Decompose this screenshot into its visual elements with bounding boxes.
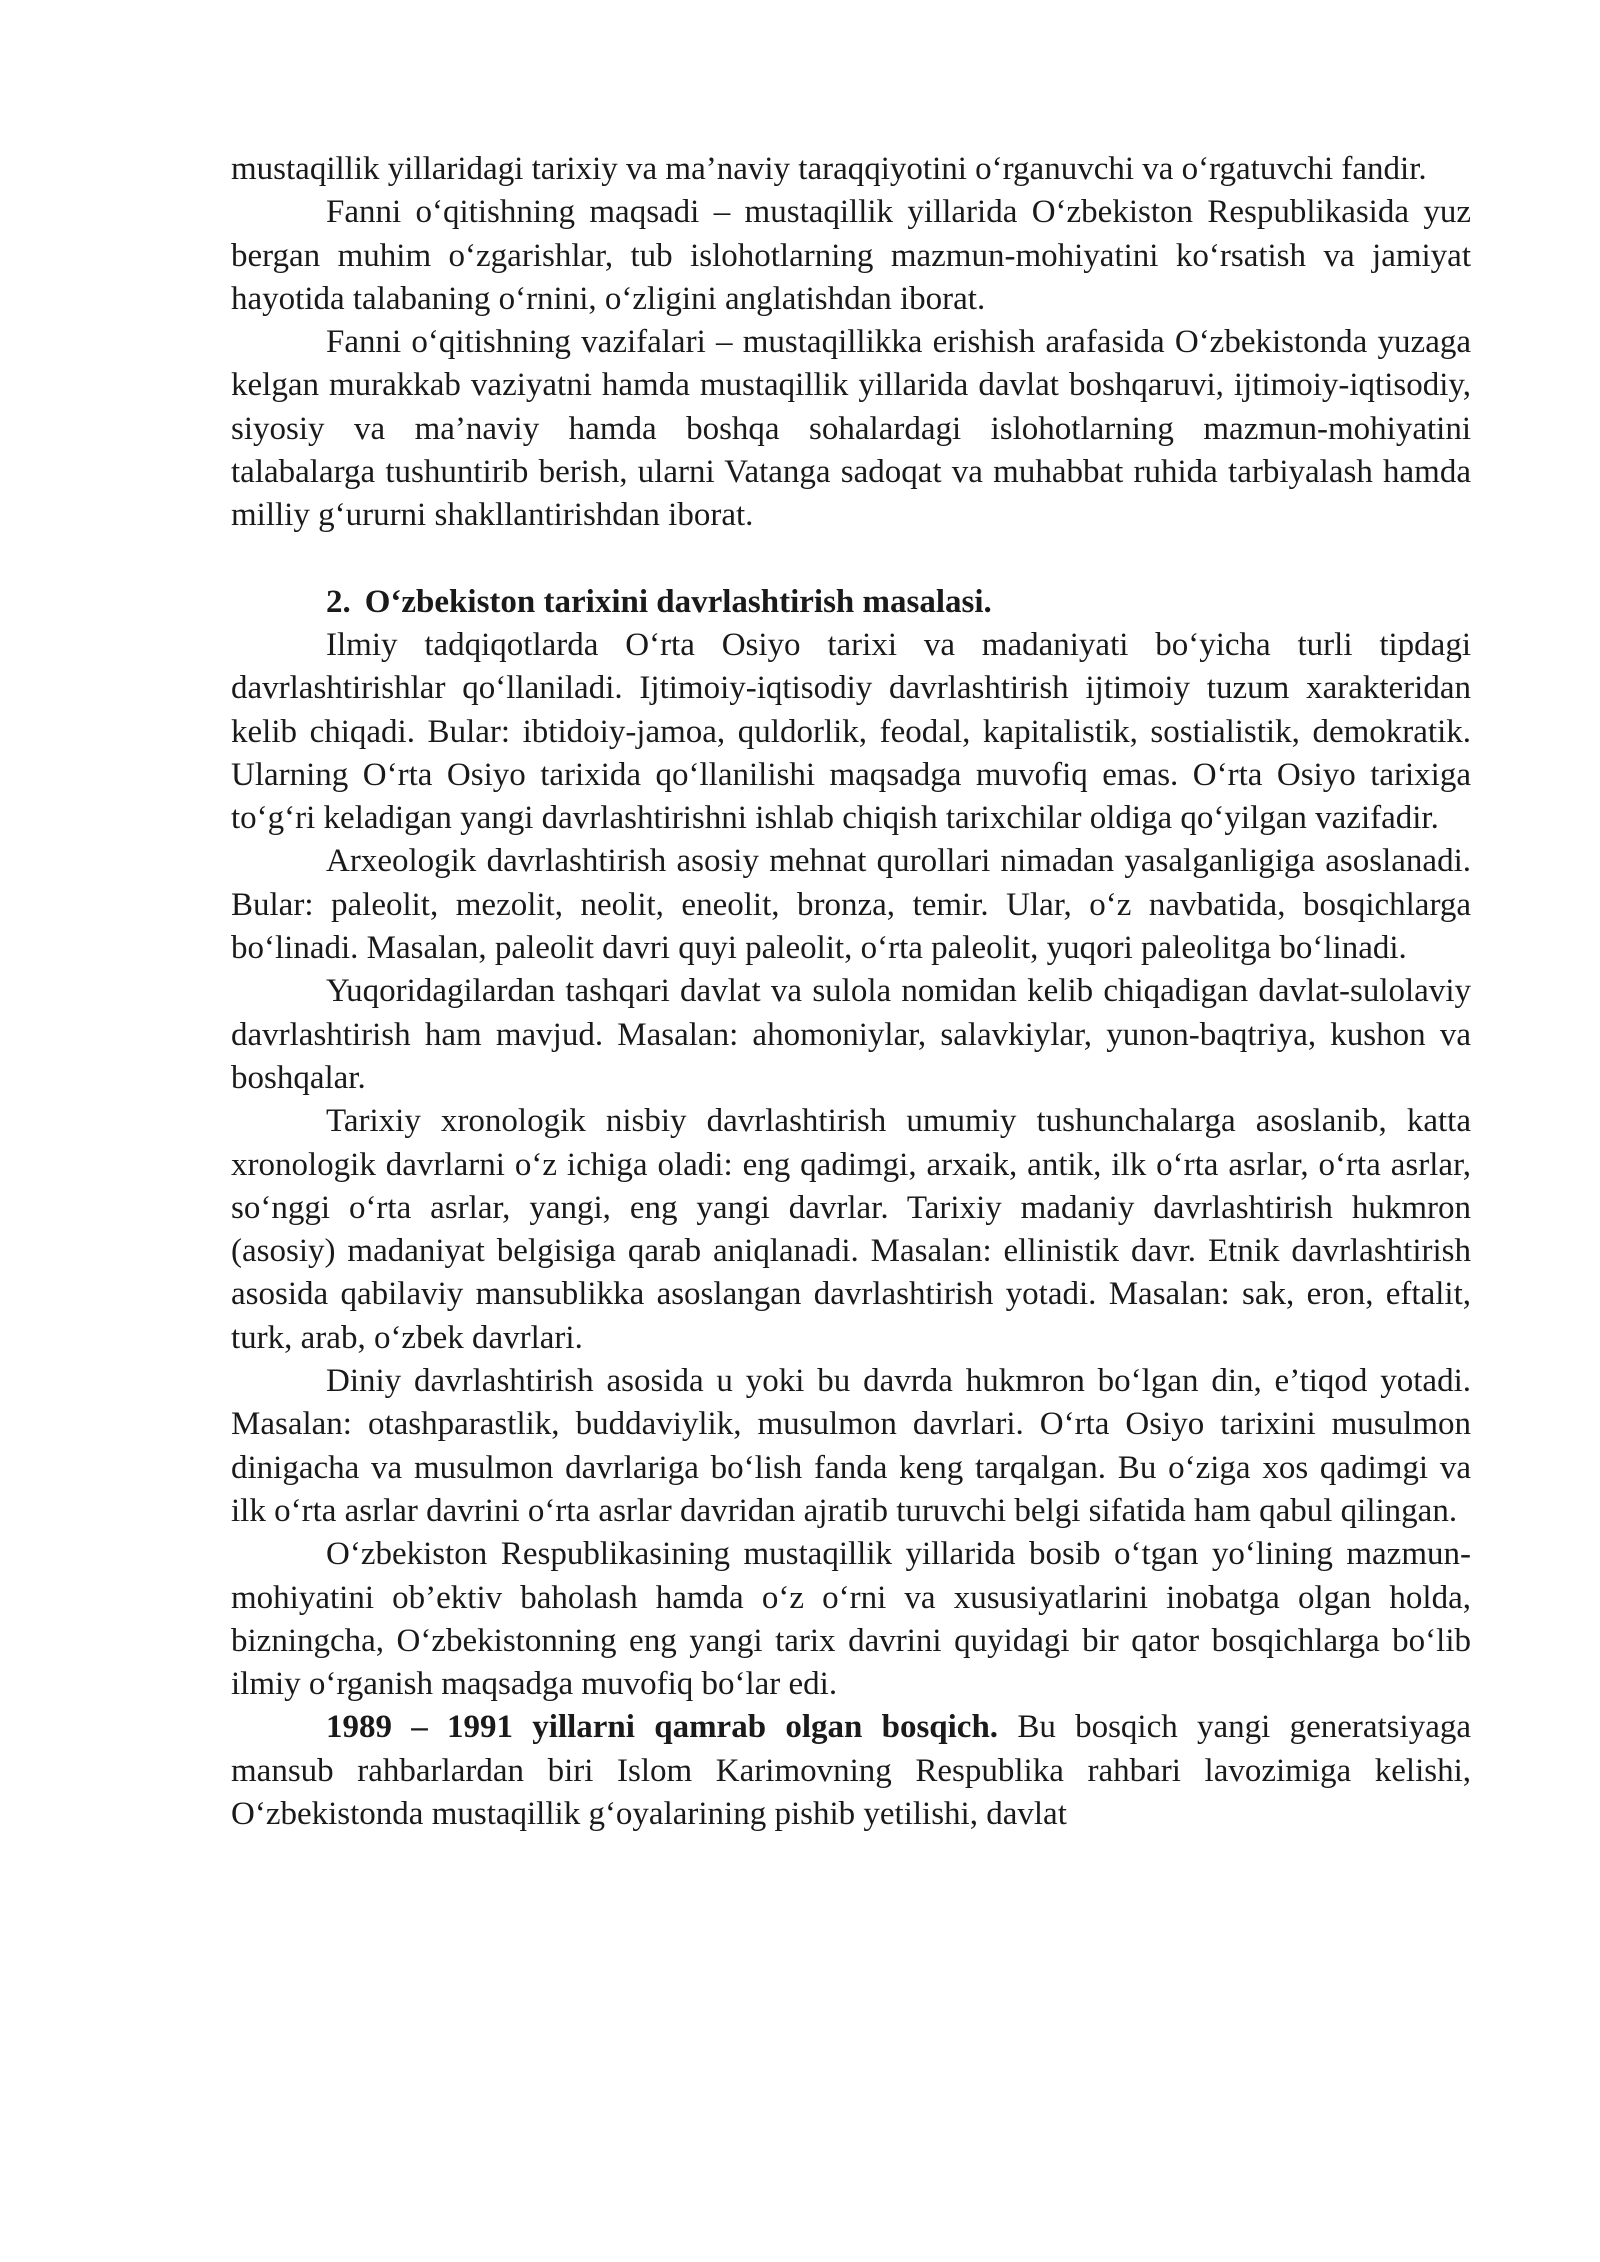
paragraph-goal: Fanni o‘qitishning maqsadi – mustaqillik yillarida O‘zbekiston Respublikasida yuz bergan muhim o‘zgarishlar, tub islohotlarning mazmun-mohiyatini ko‘rsatish va jamiyat hayotida talabaning o‘rnini, o‘zligini anglatishdan iborat. <box>231 194 1471 317</box>
document-page <box>231 148 1471 1836</box>
paragraph-chronological: Tarixiy xronologik nisbiy davrlashtirish umumiy tushunchalarga asoslanib, katta xronologik davrlarni o‘z ichiga oladi: eng qadimgi, arxaik, antik, ilk o‘rta asrlar, o‘rta asrlar, so‘nggi o‘rta asrlar, yangi, eng yangi davrlar. Tarixiy madaniy davrlashtirish hukmron (asosiy) madaniyat belgisiga qarab aniqlanadi. Masalan: ellinistik davr. Etnik davrlashtirish asosida qabilaviy mansublikka asoslangan davrlashtirish yotadi. Masalan: sak, eron, eftalit, turk, arab, o‘zbek davrlari. <box>231 1103 1471 1356</box>
section-number: 2. <box>326 583 351 620</box>
stage-lead: 1989 – 1991 yillarni qamrab olgan bosqich. <box>326 1709 999 1746</box>
paragraph-intro-continuation: mustaqillik yillaridagi tarixiy va ma’naviy taraqqiyotini o‘rganuvchi va o‘rgatuvchi fandir. <box>231 151 1427 187</box>
paragraph-independence-stages: O‘zbekiston Respublikasining mustaqillik yillarida bosib o‘tgan yo‘lining mazmun-mohiyatini ob’ektiv baholash hamda o‘z o‘rni va xususiyatlarini inobatga olgan holda, bizningcha, O‘zbekistonning eng yangi tarix davrini quyidagi bir qator bosqichlarga bo‘lib ilmiy o‘rganish maqsadga muvofiq bo‘lar edi. <box>231 1536 1471 1703</box>
paragraph-tasks: Fanni o‘qitishning vazifalari – mustaqillikka erishish arafasida O‘zbekistonda yuzaga kelgan murakkab vaziyatni hamda mustaqillik yillarida davlat boshqaruvi, ijtimoiy-iqtisodiy, siyosiy va ma’naviy hamda boshqa sohalardagi islohotlarning mazmun-mohiyatini talabalarga tushuntirib berish, ularni Vatanga sadoqat va muhabbat ruhida tarbiyalash hamda milliy g‘ururni shakllantirishdan iborat. <box>231 324 1471 534</box>
paragraph-religious: Diniy davrlashtirish asosida u yoki bu davrda hukmron bo‘lgan din, e’tiqod yotadi. Masalan: otashparastlik, buddaviylik, musulmon davrlari. O‘rta Osiyo tarixini musulmon dinigacha va musulmon davrlariga bo‘lish fanda keng tarqalgan. Bu o‘ziga xos qadimgi va ilk o‘rta asrlar davrini o‘rta asrlar davridan ajratib turuvchi belgi sifatida ham qabul qilingan. <box>231 1363 1471 1529</box>
paragraph-archaeological: Arxeologik davrlashtirish asosiy mehnat qurollari nimadan yasalganligiga asoslanadi. Bular: paleolit, mezolit, neolit, eneolit, bronza, temir. Ular, o‘z navbatida, bosqichlarga bo‘linadi. Masalan, paleolit davri quyi paleolit, o‘rta paleolit, yuqori paleolitga bo‘linadi. <box>231 843 1471 967</box>
section-heading <box>231 581 1471 624</box>
section-title: O‘zbekiston tarixini davrlashtirish masalasi. <box>364 583 992 620</box>
paragraph-stage-1989-1991 <box>231 1706 1471 1836</box>
paragraph-dynastic: Yuqoridagilardan tashqari davlat va sulola nomidan kelib chiqadigan davlat-sulolaviy davrlashtirish ham mavjud. Masalan: ahomoniylar, salavkiylar, yunon-baqtriya, kushon va boshqalar. <box>231 973 1471 1096</box>
stage-text: Bu bosqich yangi generatsiyaga mansub rahbarlardan biri Islom Karimovning Respublika rahbari lavozimiga kelishi, O‘zbekistonda mustaqillik g‘oyalarining pishib yetilishi, davlat <box>231 1709 1471 1832</box>
paragraph-periodization-types: Ilmiy tadqiqotlarda O‘rta Osiyo tarixi va madaniyati bo‘yicha turli tipdagi davrlashtirishlar qo‘llaniladi. Ijtimoiy-iqtisodiy davrlashtirish ijtimoiy tuzum xarakteridan kelib chiqadi. Bular: ibtidoiy-jamoa, quldorlik, feodal, kapitalistik, sostialistik, demokratik. Ularning O‘rta Osiyo tarixida qo‘llanilishi maqsadga muvofiq emas. O‘rta Osiyo tarixiga to‘g‘ri keladigan yangi davrlashtirishni ishlab chiqish tarixchilar oldiga qo‘yilgan vazifadir. <box>231 626 1471 837</box>
